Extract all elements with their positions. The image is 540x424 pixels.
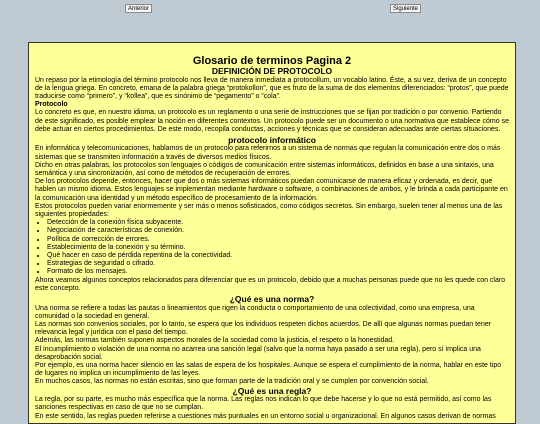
paragraph: Un repaso por la etimología del término protocolo nos lleva de manera inmediata a protocollum, un vocablo latino. Éste, a su vez, deriva de un concepto de la lengua griega. En concreto, emana de la palabra griega “protokollon”, que es fruto de la suma de dos elementos diferenciados: “protos”, que puede traducirse como “primero”, y “kollea”, que es sinónimo de “pegamento” o “cola”. bbox=[35, 76, 509, 100]
paragraph: Las normas son convenios sociales, por lo tanto, se espera que los individuos respeten dichos acuerdos. De allí que algunas normas puedan tener relevancia legal y jurídica con el paso del tiempo. bbox=[35, 320, 492, 337]
paragraph: Además, las normas también suponen aspectos morales de la sociedad como la justicia, el respeto o la honestidad. bbox=[35, 337, 395, 345]
section-heading-protocolo-informatico: protocolo informático bbox=[228, 134, 316, 145]
paragraph: Una norma se refiere a todas las pautas o lineamientos que rigen la conducta o comportamiento de una colectividad, como una empresa, una comunidad o la sociedad en general. bbox=[35, 304, 475, 320]
paragraph: En informática y telecomunicaciones, hablamos de un protocolo para referirnos a un sistema de normas que regulan la comunicación entre dos o más sistemas que se transmiten información a través de diversos medios físicos. bbox=[35, 145, 501, 161]
list-item: • Detección de la conexión física subyacente. bbox=[47, 219, 509, 227]
navigation-bar bbox=[0, 0, 540, 18]
paragraph: La regla, por su parte, es mucho más específica que la norma. Las reglas nos indican lo que debe hacerse y lo que no está permitido, así como las sanciones respectivas en caso de que no se cumplan. bbox=[35, 396, 492, 412]
section-heading-protocol-definition: DEFINICIÓN DE PROTOCOLO bbox=[211, 66, 333, 76]
paragraph: Por ejemplo, es una norma hacer silencio en las salas de espera de los hospitales. Aunque se espera el cumplimiento de la norma, hablar en este tipo de lugares no implica un incumplimiento de las leyes. bbox=[35, 362, 502, 378]
list-item: • Establecimiento de la conexión y su término. bbox=[47, 244, 509, 252]
paragraph: En este sentido, las reglas pueden referirse a cuestiones más puntuales en un entorno social u organizacional. En algunos casos derivan de normas bbox=[35, 412, 496, 420]
paragraph: Lo concreto es que, en nuestro idioma, un protocolo es un reglamento o una serie de instrucciones que se fijan por tradición o por convenio. Partiendo de este significado, es posible emplear la noción en diferentes contextos. Un protocolo puede ser un documento o una normativa que establece cómo se debe actuar en ciertos procedimientos. De este modo, recopila conductas, acciones y técnicas que se consideran adecuadas ante ciertas situaciones. bbox=[35, 109, 509, 133]
subheading-protocolo: Protocolo bbox=[35, 101, 68, 109]
list-item: • Qué hacer en caso de pérdida repentina de la conectividad. bbox=[47, 252, 509, 260]
list-item: • Estrategias de seguridad o cifrado. bbox=[47, 260, 509, 268]
glossary-page bbox=[28, 42, 516, 424]
next-button[interactable]: Siguiente bbox=[390, 4, 421, 13]
properties-list bbox=[35, 219, 509, 276]
list-item: • Política de corrección de errores. bbox=[47, 236, 509, 244]
section-heading-regla: ¿Qué es una regla? bbox=[232, 385, 312, 396]
paragraph: En muchos casos, las normas no están escritas, sino que forman parte de la tradición oral y se cumplen por convención social. bbox=[35, 378, 429, 386]
paragraph: Ahora veamos algunos conceptos relacionados para diferenciar que es un protocolo, debido que a muchas personas puede que no les quede con claro este concepto. bbox=[35, 276, 506, 292]
paragraph: Dicho en otras palabras, los protocolos son lenguajes o códigos de comunicación entre sistemas informáticos, definidos en base a una sintaxis, una semántica y una sincronización, así como de métodos de recuperación de errores. bbox=[35, 161, 494, 178]
section-heading-norma: ¿Qué es una norma? bbox=[229, 294, 315, 305]
page-content bbox=[29, 43, 515, 421]
previous-button[interactable]: Anterior bbox=[125, 4, 152, 13]
list-item: • Negociación de características de conexión. bbox=[47, 227, 509, 235]
page-title: Glosario de terminos Pagina 2 bbox=[192, 55, 352, 67]
list-item: • Formato de los mensajes. bbox=[47, 268, 509, 276]
paragraph: Estos protocolos pueden variar enormemente y ser más o menos sofisticados, como códigos secretos. Sin embargo, suelen tener al menos una de las siguientes propiedades: bbox=[35, 202, 503, 219]
paragraph: El incumplimiento o violación de una norma no acarrea una sanción legal (salvo que la norma haya pasado a ser una regla), pero sí implica una desaprobación social. bbox=[35, 345, 481, 361]
paragraph: De los protocolos depende, entonces, hacer que dos o más sistemas informáticos puedan comunicarse de manera eficaz y ordenada, es decir, que hablen un mismo idioma. Estos lenguajes se implementan mediante hardware o software, o combinaciones de ambos, y le brinda a cada participante en la comunicación una identidad y un método específico de procesamiento de la información. bbox=[35, 178, 508, 202]
